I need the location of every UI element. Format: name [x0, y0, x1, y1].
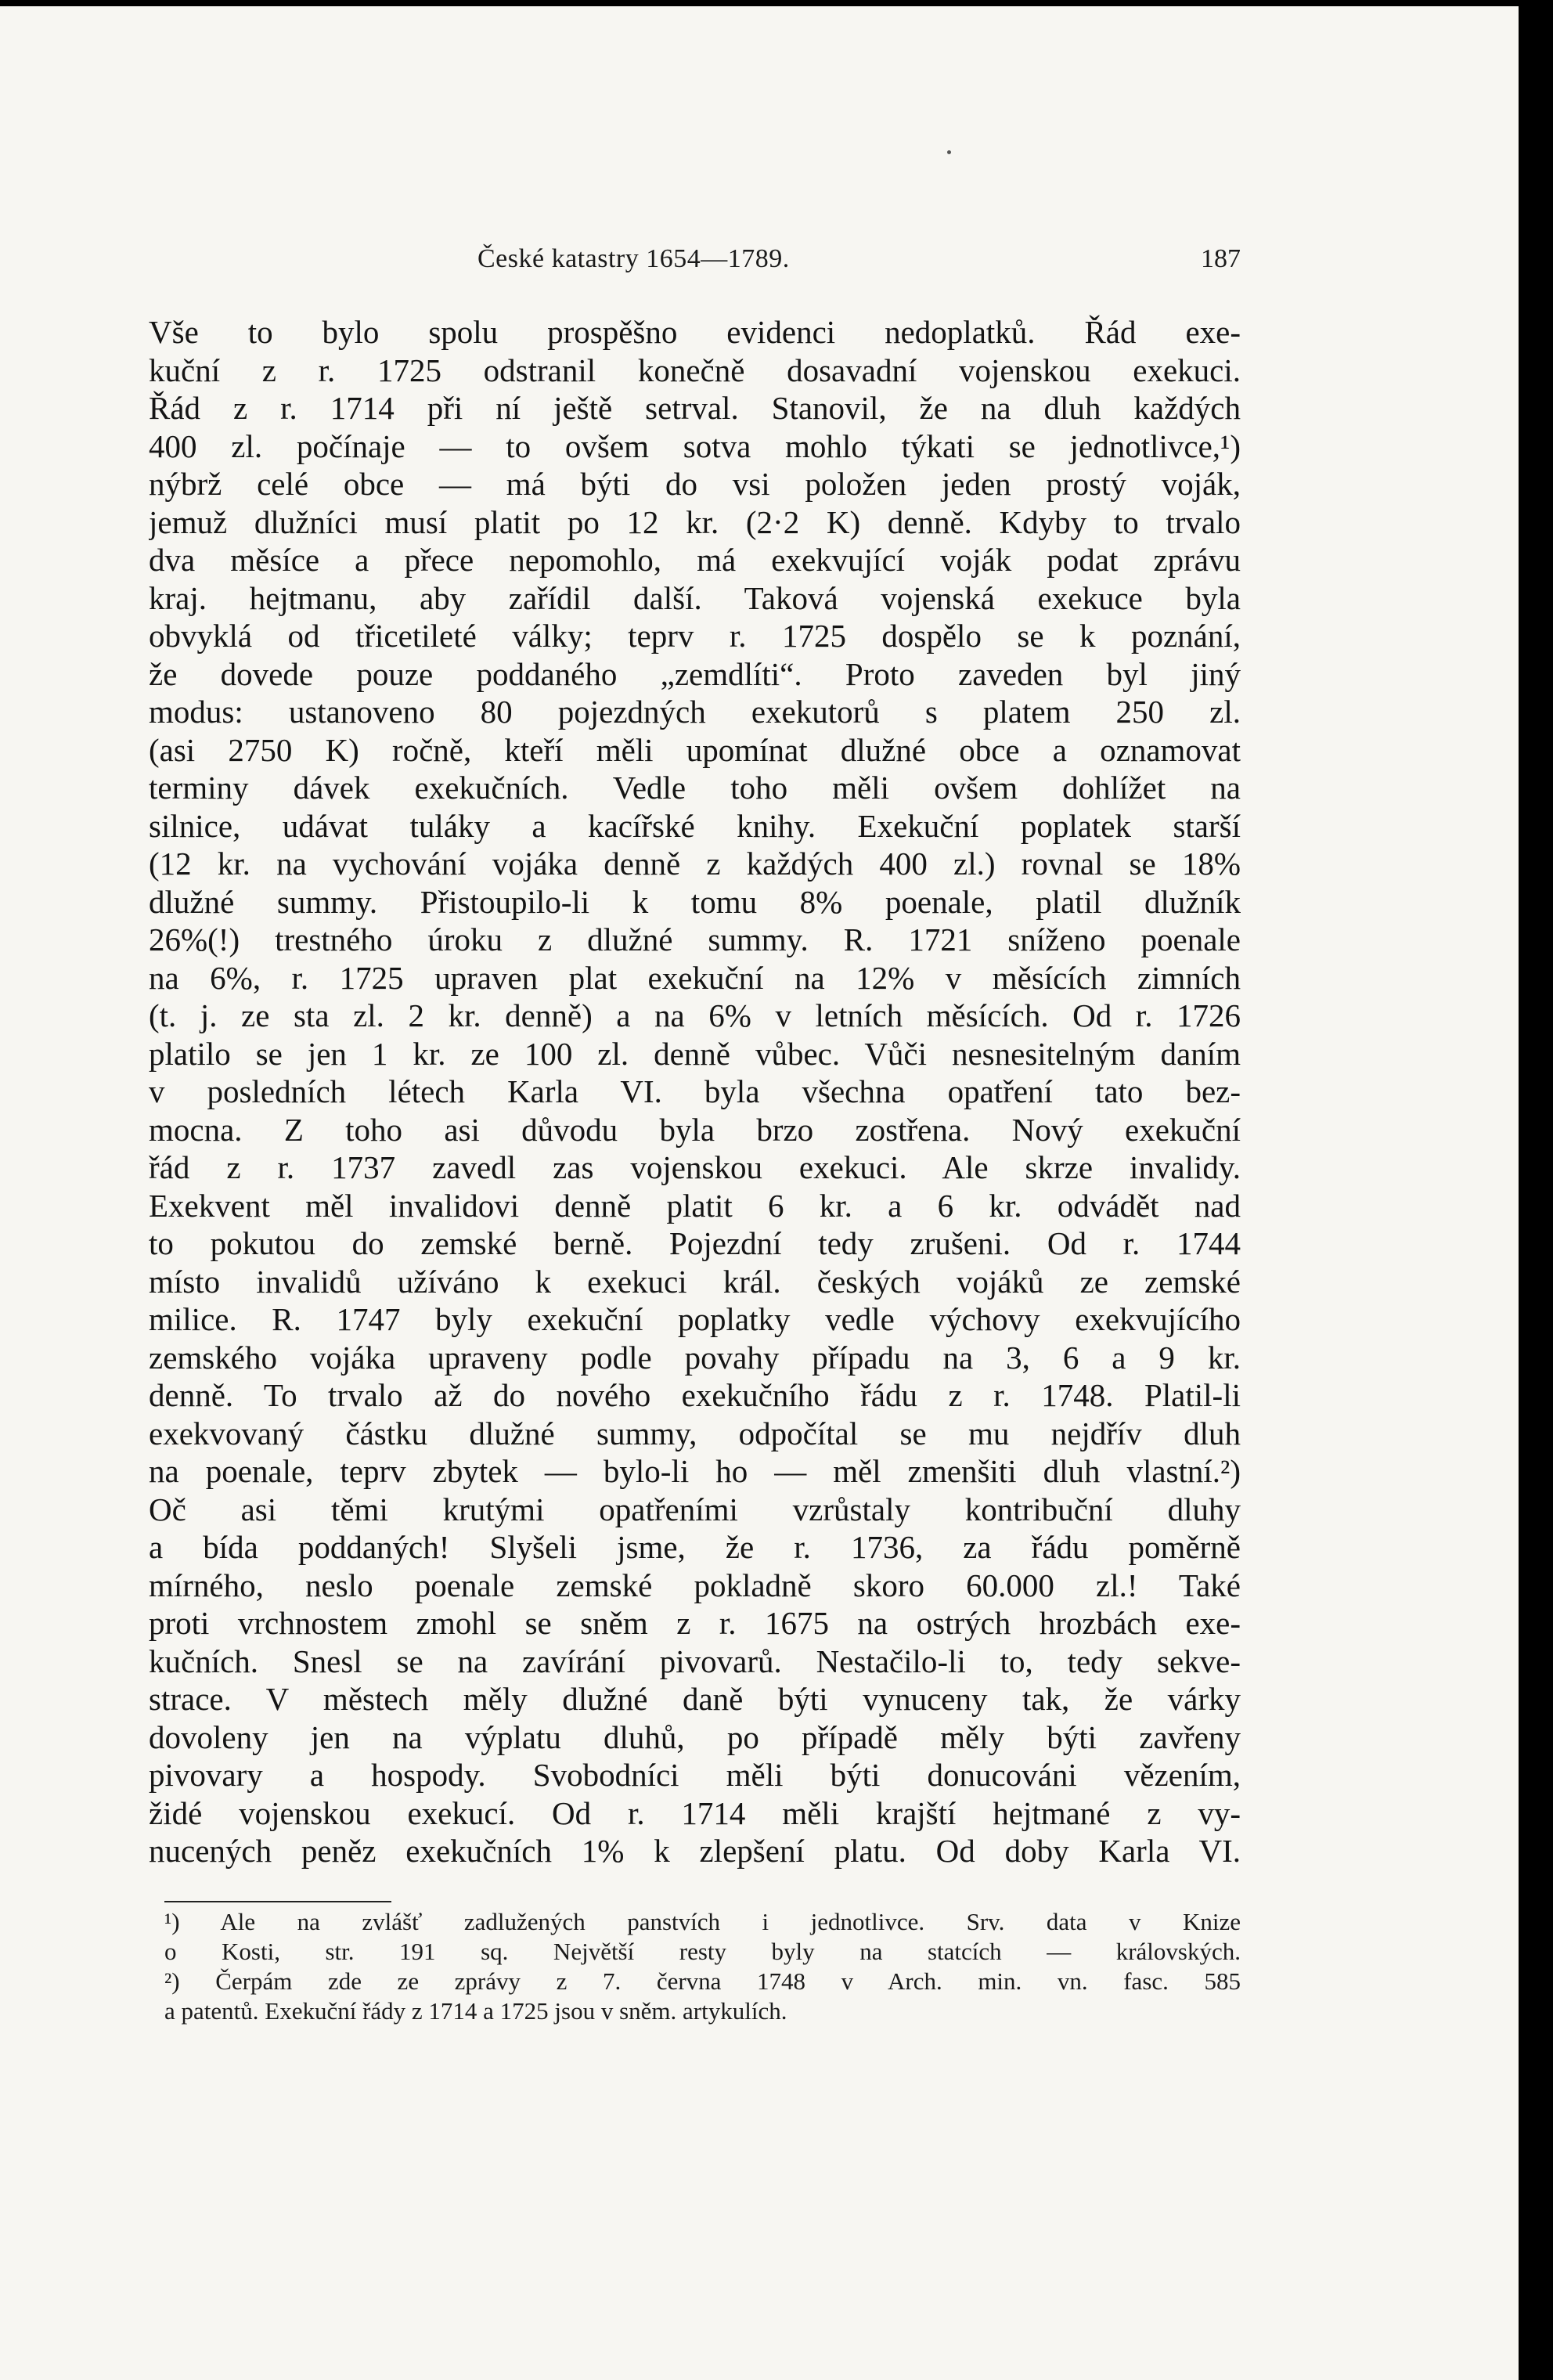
body-line: židé vojenskou exekucí. Od r. 1714 měli krajští hejtmané z vy- — [149, 1794, 1241, 1831]
body-line: milice. R. 1747 byly exekuční poplatky vedle výchovy exekvujícího — [149, 1301, 1241, 1337]
body-line: a bída poddaných! Slyšeli jsme, že r. 1736, za řádu poměrně — [149, 1529, 1241, 1565]
running-header — [149, 232, 1241, 279]
body-line: (asi 2750 K) ročně, kteří měli upomínat dlužné obce a oznamovat — [149, 731, 1241, 768]
footnote-line: a patentů. Exekuční řády z 1714 a 1725 jsou v sněm. artykulích. — [164, 1997, 787, 2025]
body-line: obvyklá od třicetileté války; teprv r. 1725 dospělo se k poznání, — [149, 618, 1241, 654]
body-line: to pokutou do zemské berně. Pojezdní tedy zrušeni. Od r. 1744 — [149, 1225, 1241, 1261]
body-line: mírného, neslo poenale zemské pokladně skoro 60.000 zl.! Také — [149, 1567, 1241, 1603]
footnote-line: o Kosti, str. 191 sq. Největší resty byly na statcích — královských. — [164, 1938, 1241, 1965]
body-line: řád z r. 1737 zavedl zas vojenskou exekuci. Ale skrze invalidy. — [149, 1149, 1241, 1185]
body-line: exekvovaný částku dlužné summy, odpočítal se mu nejdřív dluh — [149, 1415, 1241, 1451]
page-number: 187 — [1201, 244, 1241, 273]
body-line: proti vrchnostem zmohl se sněm z r. 1675 na ostrých hrozbách exe- — [149, 1605, 1241, 1641]
body-line: pivovary a hospody. Svobodníci měli býti donucováni vězením, — [149, 1757, 1241, 1793]
body-line: místo invalidů užíváno k exekuci král. českých vojáků ze zemské — [149, 1263, 1241, 1300]
body-line: že dovede pouze poddaného „zemdlíti“. Proto zaveden byl jiný — [149, 655, 1241, 692]
body-line: terminy dávek exekučních. Vedle toho měli ovšem dohlížet na — [149, 770, 1241, 806]
footnote-line: ¹) Ale na zvlášť zadlužených panstvích i jednotlivce. Srv. data v Knize — [164, 1908, 1241, 1935]
body-line: 400 zl. počínaje — to ovšem sotva mohlo týkati se jednotlivce,¹) — [149, 427, 1241, 464]
body-line: dovoleny jen na výplatu dluhů, po případě měly býti zavřeny — [149, 1718, 1241, 1755]
body-line: strace. V městech měly dlužné daně býti vynuceny tak, že várky — [149, 1681, 1241, 1717]
body-line: (t. j. ze sta zl. 2 kr. denně) a na 6% v letních měsících. Od r. 1726 — [149, 997, 1241, 1033]
body-line: Vše to bylo spolu prospěšno evidenci nedoplatků. Řád exe- — [149, 314, 1241, 350]
body-line: kraj. hejtmanu, aby zařídil další. Taková vojenská exekuce byla — [149, 579, 1241, 616]
body-line: v posledních létech Karla VI. byla všechna opatření tato bez- — [149, 1073, 1241, 1109]
body-line: platilo se jen 1 kr. ze 100 zl. denně vůbec. Vůči nesnesitelným daním — [149, 1035, 1241, 1072]
body-line: jemuž dlužníci musí platit po 12 kr. (2·2 K) denně. Kdyby to trvalo — [149, 503, 1241, 540]
body-line: zemského vojáka upraveny podle povahy případu na 3, 6 a 9 kr. — [149, 1339, 1241, 1376]
footnotes — [164, 1907, 1241, 2026]
body-line: dva měsíce a přece nepomohlo, má exekvující voják podat zprávu — [149, 542, 1241, 578]
running-title: České katastry 1654—1789. — [477, 244, 790, 273]
body-line: dlužné summy. Přistoupilo-li k tomu 8% poenale, platil dlužník — [149, 883, 1241, 920]
body-line: silnice, udávat tuláky a kacířské knihy. Exekuční poplatek starší — [149, 807, 1241, 844]
body-text — [149, 313, 1241, 1870]
body-line: 26%(!) trestného úroku z dlužné summy. R. 1721 sníženo poenale — [149, 921, 1241, 957]
body-line: kučních. Snesl se na zavírání pivovarů. Nestačilo-li to, tedy sekve- — [149, 1643, 1241, 1679]
body-line: Oč asi těmi krutými opatřeními vzrůstaly kontribuční dluhy — [149, 1491, 1241, 1527]
footnote-line: ²) Čerpám zde ze zprávy z 7. června 1748 v Arch. min. vn. fasc. 585 — [164, 1967, 1241, 1995]
body-line: (12 kr. na vychování vojáka denně z každých 400 zl.) rovnal se 18% — [149, 846, 1241, 882]
body-line: denně. To trvalo až do nového exekučního řádu z r. 1748. Platil-li — [149, 1377, 1241, 1413]
body-line: modus: ustanoveno 80 pojezdných exekutorů s platem 250 zl. — [149, 694, 1241, 730]
body-line: Exekvent měl invalidovi denně platit 6 kr. a 6 kr. odvádět nad — [149, 1187, 1241, 1224]
body-line: Řád z r. 1714 při ní ještě setrval. Stanovil, že na dluh každých — [149, 390, 1241, 426]
body-line: nucených peněz exekučních 1% k zlepšení platu. Od doby Karla VI. — [149, 1833, 1241, 1869]
scan-border — [1519, 0, 1553, 2380]
body-line: kuční z r. 1725 odstranil konečně dosavadní vojenskou exekuci. — [149, 352, 1241, 388]
scan-speck — [947, 150, 951, 154]
body-line: na 6%, r. 1725 upraven plat exekuční na 12% v měsících zimních — [149, 959, 1241, 996]
body-line: nýbrž celé obce — má býti do vsi položen jeden prostý voják, — [149, 466, 1241, 502]
footnote-divider — [164, 1901, 391, 1902]
body-line: na poenale, teprv zbytek — bylo-li ho — měl zmenšiti dluh vlastní.²) — [149, 1453, 1241, 1489]
body-line: mocna. Z toho asi důvodu byla brzo zostřena. Nový exekuční — [149, 1111, 1241, 1148]
